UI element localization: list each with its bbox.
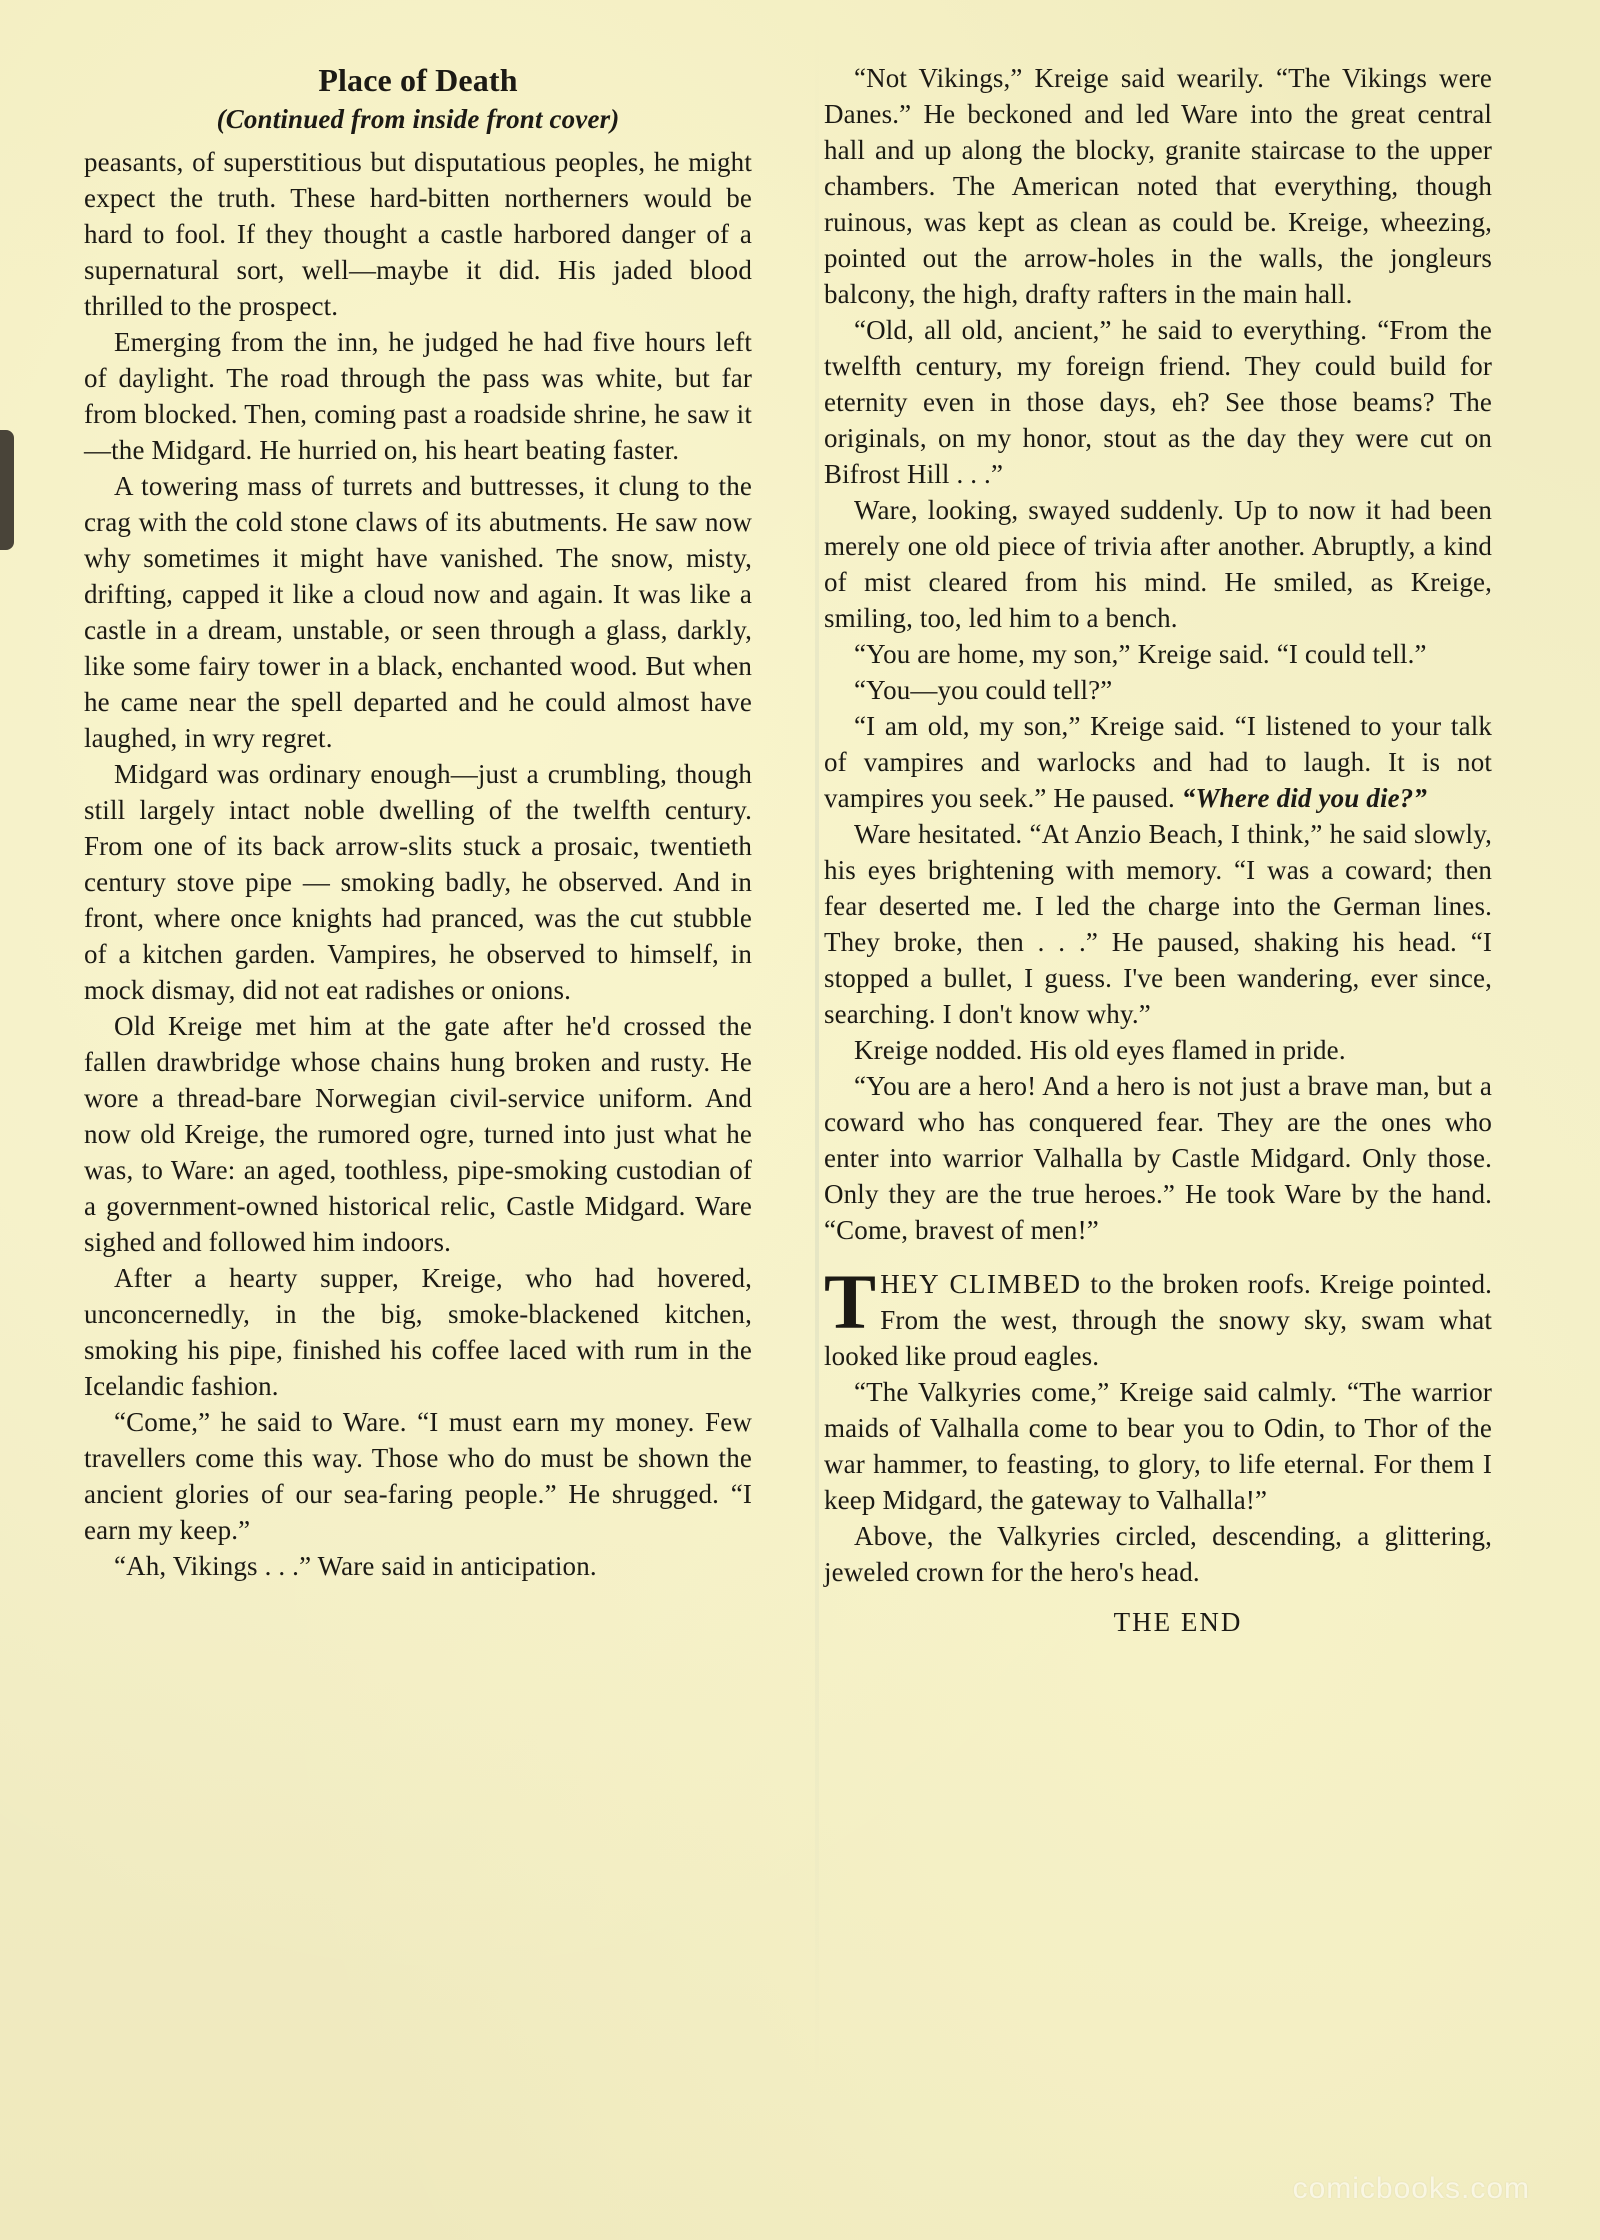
- paragraph: “You are home, my son,” Kreige said. “I could tell.”: [854, 639, 1427, 669]
- story-title: Place of Death: [318, 62, 518, 98]
- paragraph: “You—you could tell?”: [854, 675, 1113, 705]
- right-column: [824, 60, 1492, 1640]
- paragraph: “Old, all old, ancient,” he said to everything. “From the twelfth century, my foreign friend. They could build for eternity even in those days, eh? See those beams? The originals, on my honor, stout as the day they were cut on Bifrost Hill . . .”: [824, 315, 1492, 489]
- paragraph: “Come,” he said to Ware. “I must earn my money. Few travellers come this way. Those who do must be shown the ancient glories of our sea-faring people.” He shrugged. “I earn my keep.”: [84, 1407, 752, 1545]
- paragraph: Ware, looking, swayed suddenly. Up to now it had been merely one old piece of trivia after another. Abruptly, a kind of mist cleared from his mind. He smiled, as Kreige, smiling, too, led him to a bench.: [824, 495, 1492, 633]
- story-header: [84, 60, 752, 138]
- paragraph: Old Kreige met him at the gate after he'd crossed the fallen drawbridge whose chains hung broken and rusty. He wore a thread-bare Norwegian civil-service uniform. And now old Kreige, the rumored ogre, turned into just what he was, to Ware: an aged, toothless, pipe-smoking custodian of a government-owned historical relic, Castle Midgard. Ware sighed and followed him indoors.: [84, 1011, 752, 1257]
- paragraph-text: “I am old, my son,” Kreige said. “I listened to your talk of vampires and warlocks and had to laugh. It is not vampires you seek.” He paused.: [824, 711, 1492, 813]
- paragraph: Midgard was ordinary enough—just a crumbling, though still largely intact noble dwelling of the twelfth century. From one of its back arrow-slits stuck a prosaic, twentieth century stove pipe — smoking badly, he observed. And in front, where once knights had pranced, was the cut stubble of a kitchen garden. Vampires, he observed to himself, in mock dismay, did not eat radishes or onions.: [84, 759, 752, 1005]
- emphasized-question: “Where did you die?”: [1181, 783, 1428, 813]
- drop-cap: T: [824, 1258, 877, 1345]
- paragraph: “Ah, Vikings . . .” Ware said in anticipation.: [114, 1551, 597, 1581]
- paragraph: Emerging from the inn, he judged he had five hours left of daylight. The road through the pass was white, but far from blocked. Then, coming past a roadside shrine, he saw it—the Midgard. He hurried on, his heart beating faster.: [84, 327, 752, 465]
- paragraph: peasants, of superstitious but disputatious peoples, he might expect the truth. These hard-bitten northerners would be hard to fool. If they thought a castle harbored danger of a supernatural sort, well—maybe it did. His jaded blood thrilled to the prospect.: [84, 147, 752, 321]
- paragraph: Above, the Valkyries circled, descending, a glittering, jeweled crown for the hero's head.: [824, 1521, 1492, 1587]
- paragraph-text: to the broken roofs. Kreige pointed. From the west, through the snowy sky, swam what looked like proud eagles.: [824, 1269, 1492, 1371]
- site-watermark: comicbooks.com: [1292, 2172, 1530, 2205]
- paragraph: “The Valkyries come,” Kreige said calmly. “The warrior maids of Valhalla come to bear you to Odin, to Thor of the war hammer, to feasting, to glory, to life eternal. For them I keep Midgard, the gateway to Valhalla!”: [824, 1377, 1492, 1515]
- section-opening-paragraph: [824, 1258, 1492, 1374]
- paragraph: Kreige nodded. His old eyes flamed in pride.: [854, 1035, 1346, 1065]
- left-column: [84, 60, 752, 1584]
- paragraph: A towering mass of turrets and buttresses, it clung to the crag with the cold stone claws of its abutments. He saw now why sometimes it might have vanished. The snow, misty, drifting, capped it like a cloud now and again. It was like a castle in a dream, unstable, or seen through a glass, darkly, like some fairy tower in a black, enchanted wood. But when he came near the spell departed and he could almost have laughed, in wry regret.: [84, 471, 752, 753]
- paragraph: After a hearty supper, Kreige, who had hovered, unconcernedly, in the big, smoke-blackened kitchen, smoking his pipe, finished his coffee laced with rum in the Icelandic fashion.: [84, 1263, 752, 1401]
- lead-in-caps: HEY CLIMBED: [880, 1269, 1082, 1299]
- page-edge-ink-mark: [0, 430, 14, 550]
- paragraph: [824, 708, 1492, 816]
- paragraph: “You are a hero! And a hero is not just a brave man, but a coward who has conquered fear. They are the ones who enter into warrior Valhalla by Castle Midgard. Only those. Only they are the true heroes.” He took Ware by the hand. “Come, bravest of men!”: [824, 1071, 1492, 1245]
- paragraph: “Not Vikings,” Kreige said wearily. “The Vikings were Danes.” He beckoned and led Ware into the great central hall and up along the blocky, granite staircase to the upper chambers. The American noted that everything, though ruinous, was kept as clean as could be. Kreige, wheezing, pointed out the arrow-holes in the walls, the jongleurs balcony, the high, drafty rafters in the main hall.: [824, 63, 1492, 309]
- story-subtitle: (Continued from inside front cover): [216, 104, 620, 134]
- the-end-label: THE END: [1113, 1607, 1243, 1637]
- paragraph: Ware hesitated. “At Anzio Beach, I think,” he said slowly, his eyes brightening with memory. “I was a coward; then fear deserted me. I led the charge into the German lines. They broke, then . . .” He paused, shaking his head. “I stopped a bullet, I guess. I've been wandering, ever since, searching. I don't know why.”: [824, 819, 1492, 1029]
